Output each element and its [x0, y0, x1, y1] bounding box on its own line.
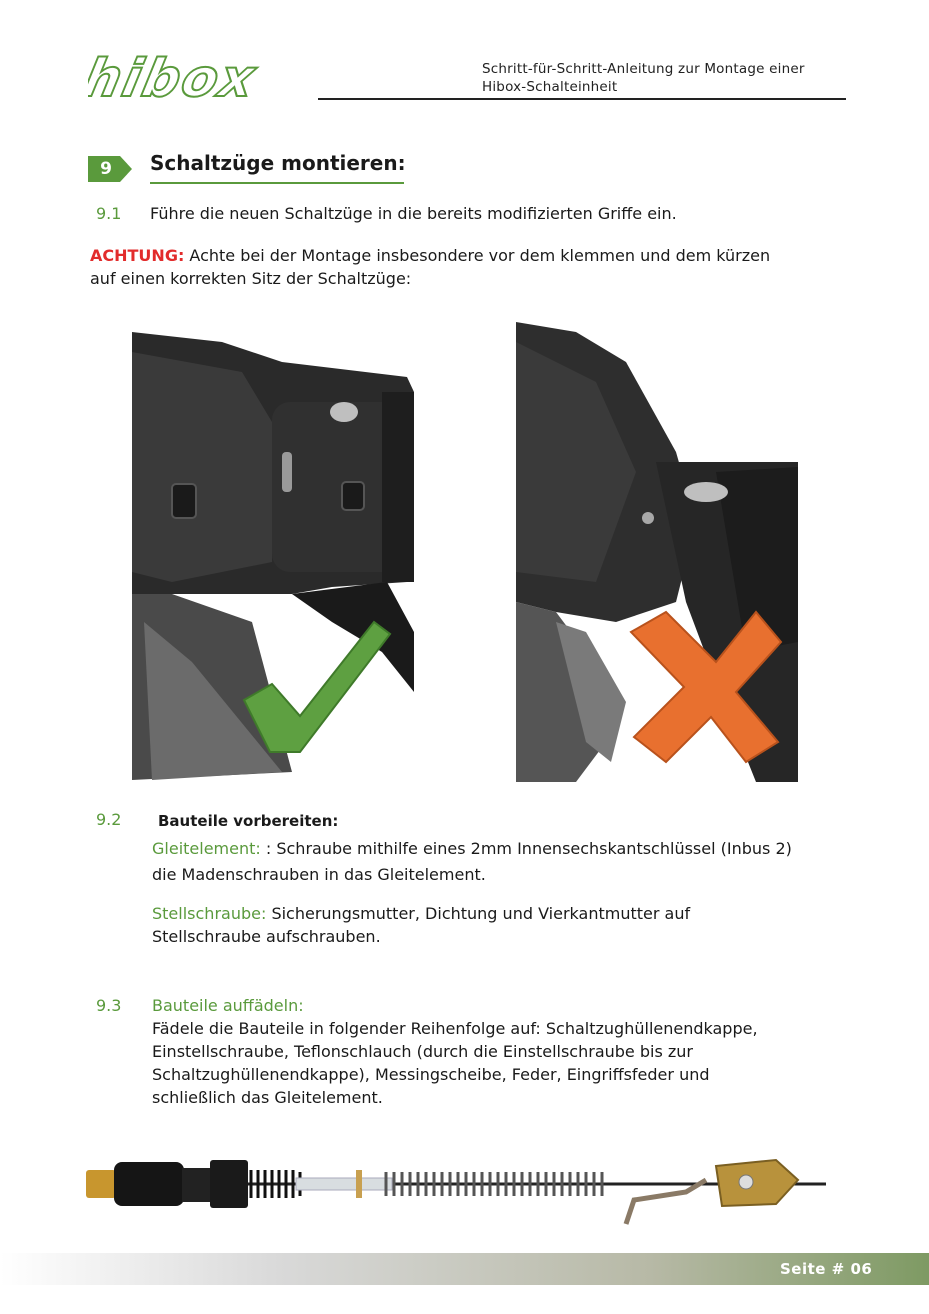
step-9-2-item1 [152, 836, 912, 888]
step-9-3-line4: schließlich das Gleitelement. [152, 1088, 383, 1107]
step-9-3-block [152, 994, 912, 1109]
step-9-3-line1: Fädele die Bauteile in folgender Reihenfolge auf: Schaltzughüllenendkappe, [152, 1019, 758, 1038]
step-number: 9 [100, 159, 112, 179]
header-divider [318, 98, 846, 100]
page-number: Seite # 06 [780, 1260, 873, 1278]
section-title-underline [150, 182, 404, 184]
warning-text-line1: Achte bei der Montage insbesondere vor dem klemmen und dem kürzen [184, 246, 771, 265]
stellschraube-text-line2: Stellschraube aufschrauben. [152, 927, 381, 946]
step-9-1-number: 9.1 [96, 204, 122, 223]
step-9-1-text: Führe die neuen Schaltzüge in die bereits modifizierten Griffe ein. [150, 204, 677, 223]
photo-correct-mounting [132, 332, 414, 780]
document-title-line2: Hibox-Schalteinheit [482, 79, 618, 95]
gleitelement-text-line1: : Schraube mithilfe eines 2mm Innensechskantschlüssel (Inbus 2) [260, 839, 792, 858]
warning-paragraph [90, 244, 890, 290]
section-title: Schaltzüge montieren: [150, 151, 406, 175]
step-9-3-line3: Schaltzughüllenendkappe), Messingscheibe, Feder, Eingriffsfeder und [152, 1065, 710, 1084]
document-title-line1: Schritt-für-Schritt-Anleitung zur Montage einer [482, 61, 805, 77]
step-9-3-number: 9.3 [96, 996, 122, 1015]
photo-wrong-mounting [516, 322, 798, 782]
step-9-2-title: Bauteile vorbereiten: [158, 812, 339, 830]
logo-text: hibox [88, 52, 263, 104]
warning-text-line2: auf einen korrekten Sitz der Schaltzüge: [90, 269, 412, 288]
hibox-logo [88, 52, 308, 104]
gleitelement-text-line2: die Madenschrauben in das Gleitelement. [152, 865, 486, 884]
step-9-3-line2: Einstellschraube, Teflonschlauch (durch die Einstellschraube bis zur [152, 1042, 693, 1061]
photo-cable-parts [86, 1140, 848, 1236]
step-9-3-title: Bauteile auffädeln: [152, 996, 304, 1015]
stellschraube-label: Stellschraube: [152, 904, 267, 923]
warning-label: ACHTUNG: [90, 246, 185, 265]
stellschraube-text-line1: Sicherungsmutter, Dichtung und Vierkantmutter auf [266, 904, 691, 923]
step-9-2-number: 9.2 [96, 810, 122, 829]
document-title [482, 60, 805, 96]
gleitelement-label: Gleitelement: [152, 839, 261, 858]
step-9-2-item2 [152, 902, 912, 948]
